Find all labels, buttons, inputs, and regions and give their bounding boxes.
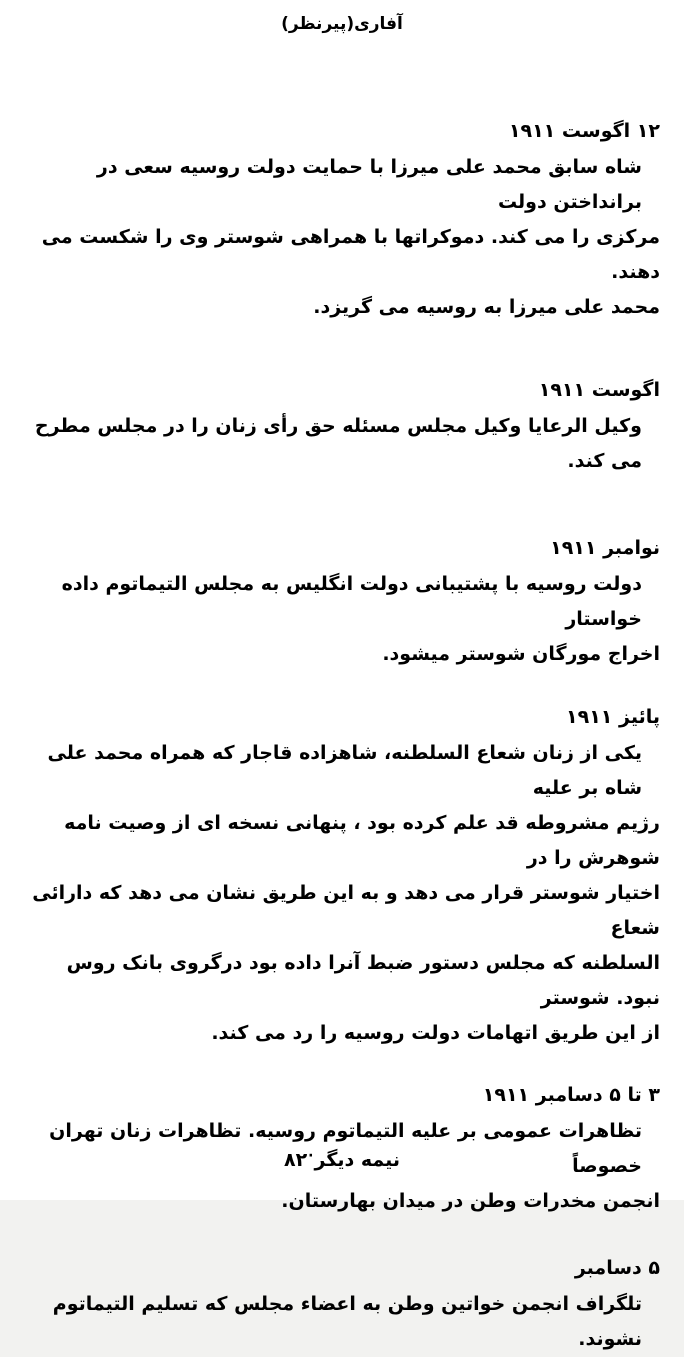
entry-paragraph [24,1287,660,1357]
footer-journal-title: نیمه دیگر [314,1149,401,1171]
timeline-entry [24,706,660,1051]
footer-separator-dot: · [308,1148,314,1164]
entry-date-heading: ۳ تا ۵ دسامبر ۱۹۱۱ [482,1084,660,1106]
timeline-entry [24,120,660,325]
entry-text-line: محمد علی میرزا به روسیه می گریزد. [313,296,660,318]
timeline-entry [24,379,660,479]
entry-text-line: شاه سابق محمد علی میرزا با حمایت دولت روسیه سعی در برانداختن دولت [96,156,642,213]
page-header-author: آفاری(پیرنظر) [281,14,403,34]
entry-paragraph [24,567,660,672]
entry-text-line: یکی از زنان شعاع السلطنه، شاهزاده قاجار که همراه محمد علی شاه بر علیه [47,742,642,799]
entry-text-line: تظاهرات عمومی بر علیه التیماتوم روسیه. تظاهرات زنان تهران خصوصاً [49,1120,642,1177]
timeline [0,120,684,1357]
entry-text-line: اختیار شوستر قرار می دهد و به این طریق نشان می دهد که دارائی شعاع [32,882,660,939]
entry-text-line: تلگراف انجمن خواتین وطن به اعضاء مجلس که تسلیم التیماتوم نشوند. [52,1293,642,1350]
entry-date-heading: ۱۲ اگوست ۱۹۱۱ [508,120,660,142]
entry-date-heading: اگوست ۱۹۱۱ [538,379,660,401]
timeline-entry [24,537,660,672]
entry-text-line: رژیم مشروطه قد علم کرده بود ، پنهانی نسخه ای از وصیت نامه شوهرش را در [64,812,660,869]
entry-date-heading: ۵ دسامبر [574,1257,660,1279]
page-footer [0,1148,684,1171]
entry-text-line: وکیل الرعایا وکیل مجلس مسئله حق رأی زنان را در مجلس مطرح می کند. [34,415,642,472]
entry-paragraph [24,150,660,325]
footer-page-number: ۸۲ [283,1149,308,1171]
entry-date-heading: پائیز ۱۹۱۱ [566,706,660,728]
entry-text-line: دولت روسیه با پشتیبانی دولت انگلیس به مجلس التیماتوم داده خواستار [61,573,642,630]
entry-text-line: انجمن مخدرات وطن در میدان بهارستان. [281,1190,660,1212]
entry-text-line: از این طریق اتهامات دولت روسیه را رد می کند. [211,1022,660,1044]
entry-date-heading: نوامبر ۱۹۱۱ [550,537,660,559]
entry-text-line: اخراج مورگان شوستر میشود. [382,643,660,665]
entry-text-line: السلطنه که مجلس دستور ضبط آنرا داده بود درگروی بانک روس نبود. شوستر [66,952,660,1009]
entry-text-line: مرکزی را می کند. دموکراتها با همراهی شوستر وی را شکست می دهند. [41,226,660,283]
entry-paragraph [24,409,660,479]
timeline-entry [24,1257,660,1357]
entry-paragraph [24,736,660,1051]
